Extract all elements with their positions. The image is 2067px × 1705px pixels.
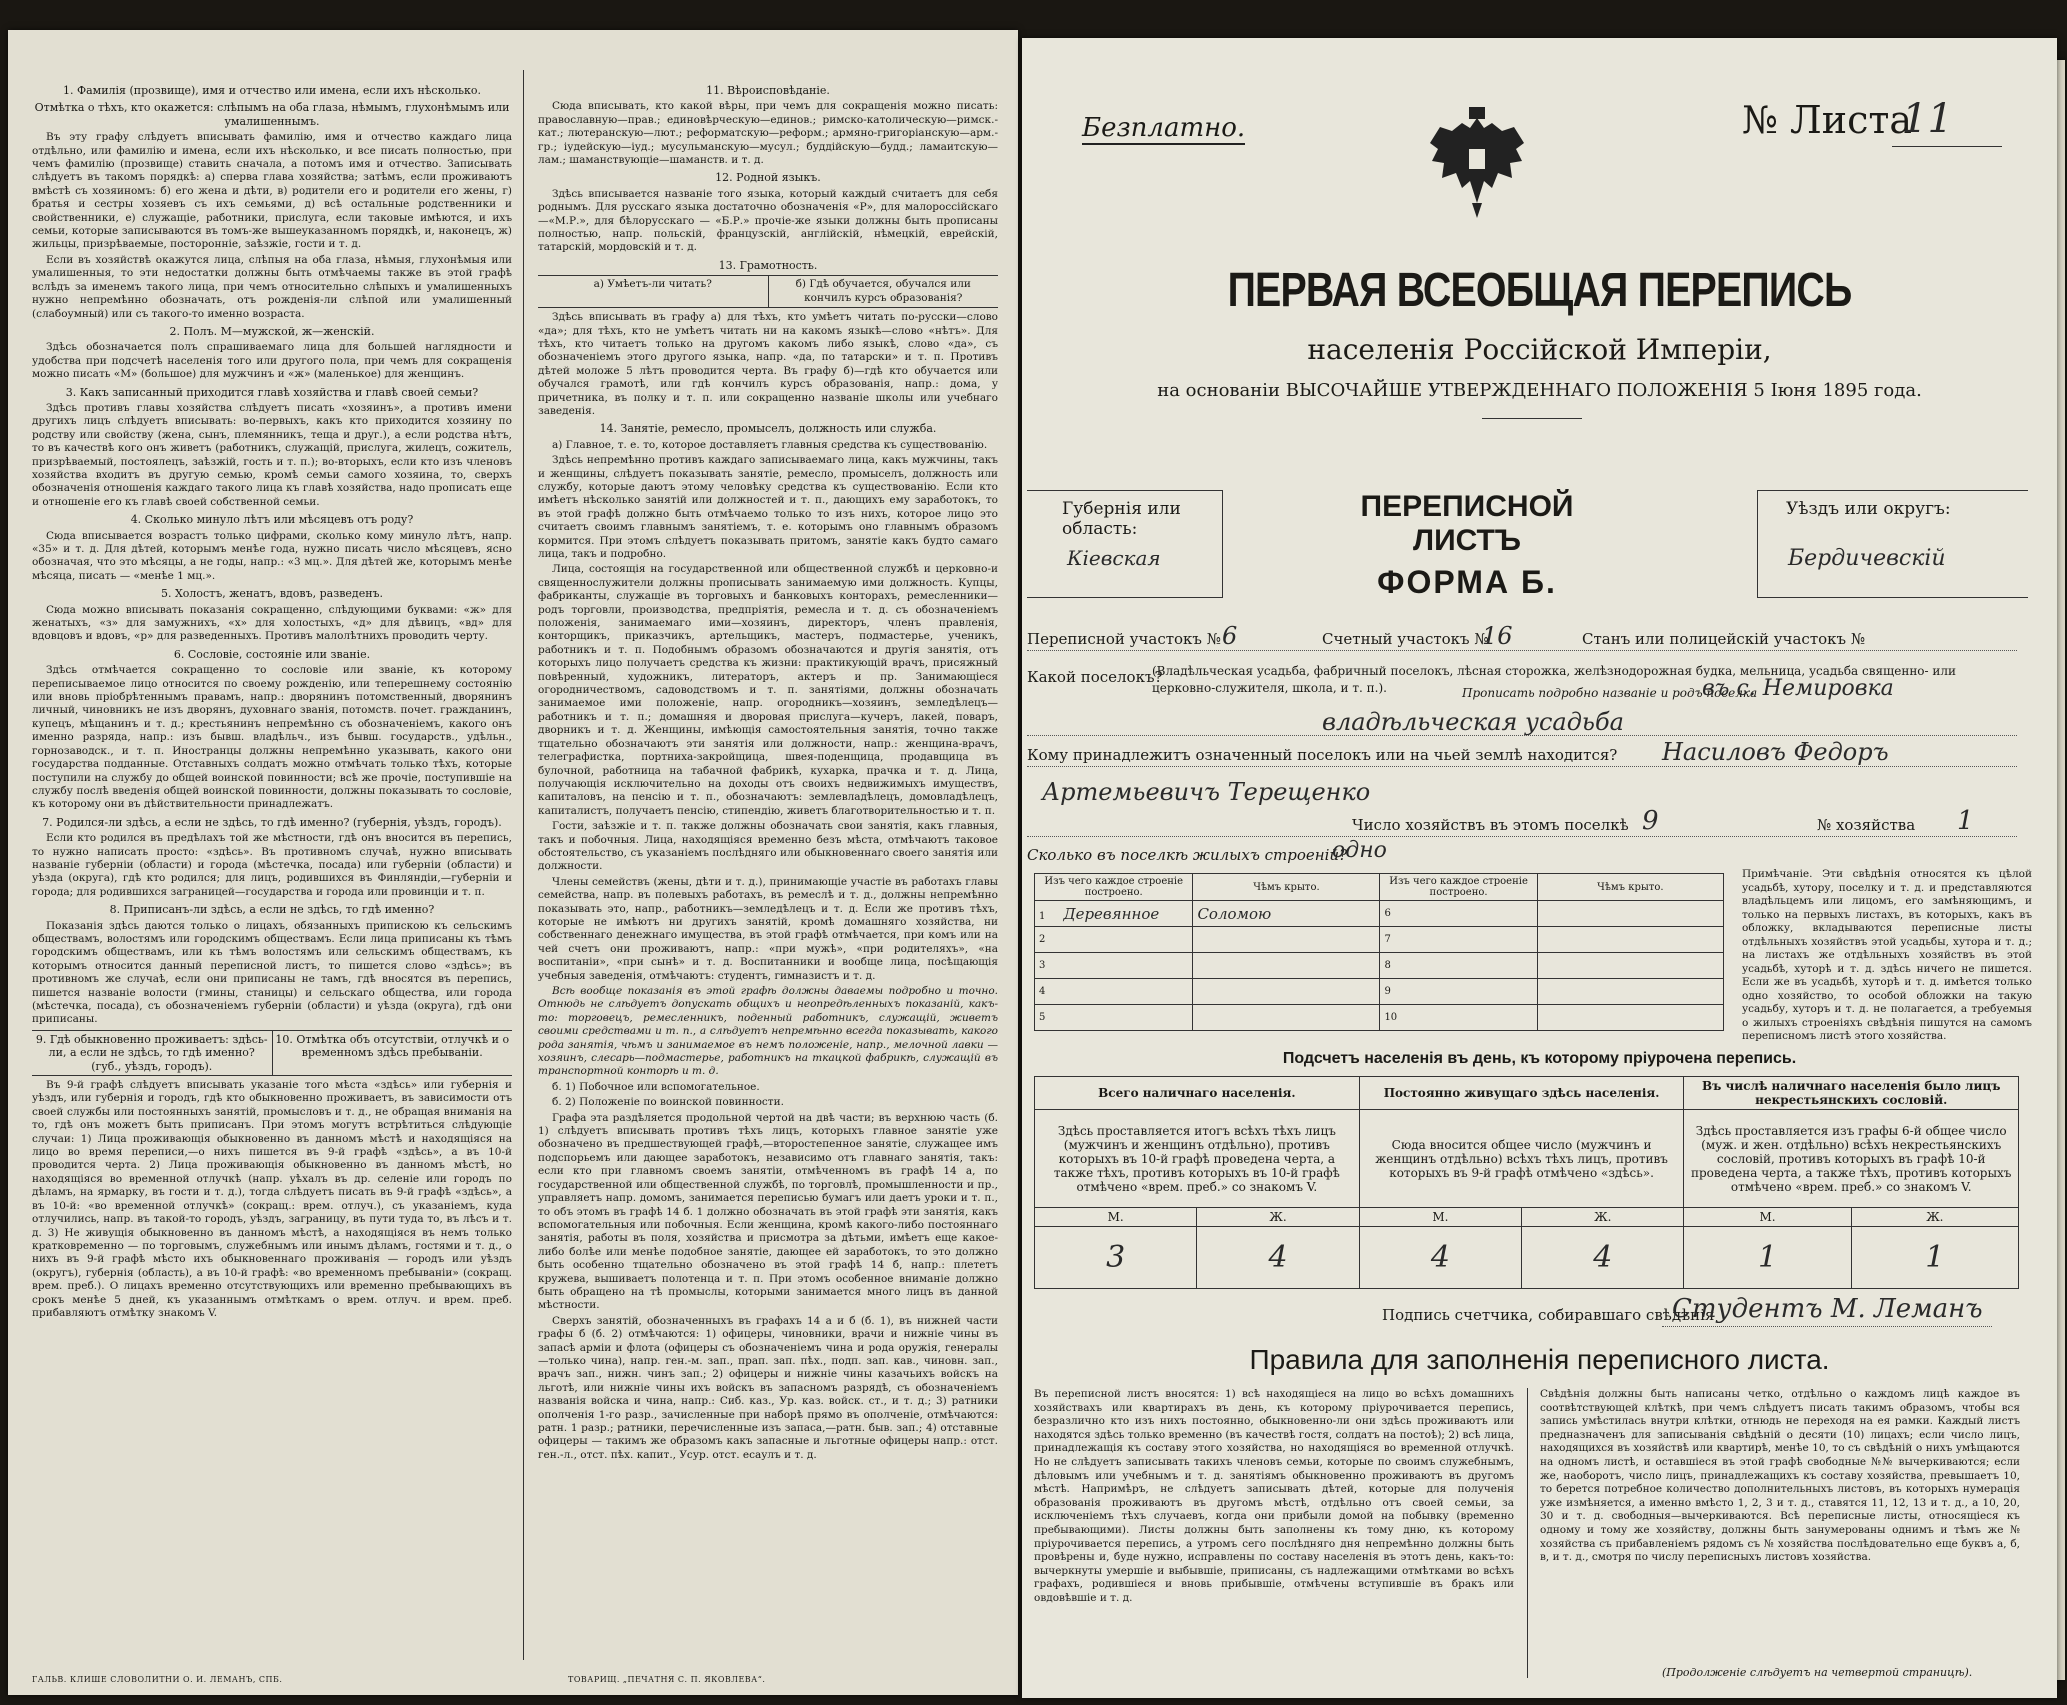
population-count-table (1034, 1076, 2019, 1289)
bt-roof-cell (1537, 1005, 1723, 1031)
owner-value-2: Артемьевичъ Терещенко (1042, 778, 1371, 806)
bt-material-cell (1035, 953, 1193, 979)
buildings-note: Примѣчаніе. Эти свѣдѣнія относятся къ цѣлой усадьбѣ, хутору, поселку и т. д. и представляются владѣльцемъ или лицомъ, его замѣняющимъ, и только на первыхъ листахъ, въ которыхъ, какъ въ обложку, вкладываются переписные листы отдѣльныхъ хозяйствъ этой усадьбы, хутора и т. д.; на листахъ же отдѣльныхъ хозяйствъ въ этой усадьбѣ, хуторѣ и т. д. здѣсь ничего не пишется. Если же въ усадьбѣ, хуторѣ и т. д. имѣется только одно хозяйство, то особой обложки на такую усадьбу, хуторъ и т. д. не полагается, а требуемыя о жилыхъ строеніяхъ свѣдѣнія пишутся на самомъ переписномъ листѣ этого хозяйства. (1742, 868, 2032, 1042)
rules-title: Правила для заполненія переписного листа. (1249, 1344, 1830, 1375)
printer-mark-left: ГАЛЬВ. КЛИШЕ СЛОВОЛИТНИ О. И. ЛЕМАНЪ, СПБ. (32, 1675, 283, 1684)
sheet-number-value: 11 (1902, 96, 1953, 142)
section-14-text-2: Лица, состоящія на государственной или общественной службѣ и церковно-и священнослужители должны прописывать занимаемую ими должность. Купцы, фабриканты, служащіе въ торговыхъ и банковыхъ конторахъ, ремесленники—родъ торговли, производства, предпріятія, ремесла и т. д. съ обозначеніемъ положенія, занимаемаго ими—хозяинъ, директоръ, членъ правленія, конторщикъ, приказчикъ, артельщикъ, мастеръ, подмастерье, ученикъ, работникъ и т. п. Подобнымъ образомъ обозначаются и другія занятія, отъ которыхъ лицо получаетъ средства къ жизни: практикующій врачъ, присяжный повѣренный, художникъ, литераторъ, актеръ и пр. Занимающіеся огородничествомъ, садоводствомъ и т. п. занятіями, должны обозначать занимаемое ими положеніе, напр. огородникъ—хозяинъ, земледѣлецъ—работникъ и т. п.; домашняя и дворовая прислуга—кучеръ, лакей, поваръ, дворникъ и т. д. Женщины, имѣющія самостоятельныя занятія, точно также тщательно обозначаютъ эти занятія или должности, напр.: женщина-врачъ, телеграфистка, портниха-закройщица, швея-поденщица, продавщица въ булочной, работница на табачной фабрикѣ, кухарка, прачка и т. д. Лица, получающія исключительно на доходы отъ своихъ недвижимыхъ имуществъ, капиталовъ, на пенсію и т. п., обозначаютъ: землевладѣлецъ, домовладѣлецъ, капиталистъ, получаетъ пенсію, стипендію, живетъ благотворительностью и т. п. (538, 563, 998, 817)
stan-label: Станъ или полицейскій участокъ № (1582, 630, 1866, 648)
buildings-table-row (1035, 901, 1724, 927)
bt-row-number: 10 (1380, 1005, 1537, 1031)
sheet-number-line (1892, 146, 2002, 147)
bt-row-number: 1 (1039, 910, 1046, 922)
section-5-text: Сюда можно вписывать показанія сокращенно, слѣдующими буквами: «ж» для женатыхъ, «з» для замужнихъ, «х» для холостыхъ, «д» для дѣвицъ, «вд» для вдовцовъ и вдовъ, «р» для разведенныхъ. Противъ малолѣтнихъ проводить черту. (32, 603, 512, 643)
gubernia-value: Кіевская (1067, 546, 1161, 570)
imperial-eagle-emblem (1422, 103, 1532, 223)
signature-label: Подпись счетчика, собиравшаго свѣдѣнія (1382, 1306, 1715, 1324)
section-9-text: Въ 9-й графѣ слѣдуетъ вписывать указаніе того мѣста «здѣсь» или губернія и уѣздъ, или губернія и городъ, гдѣ кто обыкновенно проживаетъ, въ зависимости отъ своей службы или постоянныхъ занятій, промысловъ и т. д., не обращая вниманія на то, гдѣ онъ можетъ быть приписанъ. При этомъ могутъ встрѣтиться слѣдующіе случаи: 1) Лица проживающія обыкновенно въ данномъ мѣстѣ и находящіяся на лицо во время переписи,—о нихъ пишется въ 9-й графѣ «здѣсь», а въ 10-й проводится черта. 2) Лица проживающія обыкновенно въ данномъ мѣстѣ, но находящіяся во временной отлучкѣ (напр. уѣхалъ въ др. селеніе или городъ по дѣламъ, на ярмарку, въ гости и т. д.), тогда слѣдуетъ писать въ 9-й графѣ «здѣсь», а въ 10-й: «во временной отлучкѣ» (сокращ.: врем. отлуч.), съ указаніемъ, куда отлучились, напр. въ такой-то городъ, уѣздъ, заграницу, въ пути туда то, въ лѣсъ и т. д. 3) Не живущія обыкновенно въ данномъ мѣстѣ, а находящіяся въ немъ только кратковременно — по торговымъ, служебнымъ или инымъ дѣламъ, гостями и т. д., о нихъ въ 9-й графѣ мѣсто ихъ обыкновеннаго проживанія — городъ или уѣздъ (округъ), губернія (область), а въ 10-й графѣ: «во временномъ пребываніи» (сокращ. врем. преб.). О лицахъ временно отсутствующихъ или временно пребывающихъ въ срокъ менѣе 5 дней, къ указаннымъ отмѣткамъ о врем. отлуч. и врем. преб. прибавляютъ отмѣтку знакомъ V. (32, 1079, 512, 1319)
count-desc-total: Здѣсь проставляется итогъ всѣхъ тѣхъ лицъ (мужчинъ и женщинъ отдѣльно), противъ которыхъ въ 10-й графѣ проведена черта, а также тѣхъ, противъ которыхъ въ 10-й графѣ отмѣчено «врем. преб.» со знакомъ V. (1035, 1110, 1360, 1208)
line-1 (1027, 650, 2017, 651)
instructions-column-2 (538, 80, 998, 1464)
population-count-value: 3 (1035, 1227, 1197, 1289)
bt-material-cell (1035, 1005, 1193, 1031)
uezd-box (1757, 490, 2028, 598)
population-count-value: 4 (1522, 1227, 1684, 1289)
uezd-label: Уѣздъ или округъ: (1786, 499, 1951, 519)
section-8-title: 8. Приписанъ-ли здѣсь, а если не здѣсь, то гдѣ именно? (109, 903, 435, 917)
population-count-value: 1 (1851, 1227, 2018, 1289)
perepisnoy-value: 6 (1222, 622, 1238, 650)
section-14-c: б. 2) Положеніе по воинской повинности. (552, 1096, 784, 1109)
count-header-total: Всего наличнаго населенія. (1035, 1077, 1360, 1110)
population-count-value: 4 (1197, 1227, 1359, 1289)
section-14-title: 14. Занятіе, ремесло, промыселъ, должность или служба. (599, 422, 937, 436)
count-title: Подсчетъ населенія въ день, къ которому пріурочена перепись. (1282, 1050, 1797, 1067)
poselok-hint-2: Прописать подробно названіе и родъ поселка (1462, 686, 1758, 700)
count-desc-nonpeasant: Здѣсь проставляется изъ графы 6-й общее число (муж. и жен. отдѣльно) всѣхъ некрестьянскихъ сословій, противъ которыхъ въ графѣ 10-й проведена черта, а также тѣхъ, противъ которыхъ отмѣчено «врем. преб.» со знакомъ V. (1684, 1110, 2019, 1208)
section-2-text: Здѣсь обозначается полъ спрашиваемаго лица для большей наглядности и удобства при подсчетѣ населенія того или другого пола, при чемъ для сокращенія можно писать «М» (большое) для мужчинъ и «ж» (маленькое) для женщинъ. (32, 341, 512, 381)
bt-roof-cell (1193, 953, 1380, 979)
buildings-table (1034, 873, 1724, 1031)
form-subtitle: ФОРМА Б. (1377, 564, 1557, 600)
bt-roof-cell (1193, 901, 1380, 927)
section-13-title: 13. Грамотность. (718, 258, 818, 272)
bt-roof-cell (1537, 927, 1723, 953)
section-10-title: 10. Отмѣтка объ отсутствіи, отлучкѣ и о временномъ здѣсь пребываніи. (275, 1032, 510, 1060)
main-title: ПЕРВАЯ ВСЕОБЩАЯ ПЕРЕПИСЬ (1227, 264, 1852, 317)
bt-roof-cell (1537, 901, 1723, 927)
poselok-value-2: владѣльческая усадьба (1322, 708, 1624, 736)
free-label: Безплатно. (1082, 113, 1246, 143)
poselok-label: Какой поселокъ? (1027, 668, 1163, 686)
instructions-column-1 (32, 80, 512, 1322)
female-column-header: Ж. (1851, 1208, 2018, 1227)
title-rule (1482, 418, 1582, 419)
bt-roof-value: Соломою (1197, 904, 1272, 923)
line-2 (1027, 735, 2017, 736)
bt-row-number: 2 (1039, 934, 1046, 945)
section-7-text: Если кто родился въ предѣлахъ той же мѣстности, гдѣ онъ вносится въ перепись, то нужно написать просто: «здѣсь». Въ противномъ случаѣ, нужно вписывать названіе губерніи (области) и города (мѣстечка, посада) или губерніи (области) и уѣзда (округа), гдѣ кто родился; для лицъ, родившихся въ Финляндіи,—губерніи и города; для родившихся заграницей—государства и города или провинціи и т. п. (32, 832, 512, 898)
bt-roof-cell (1537, 953, 1723, 979)
buildings-value: одно (1332, 838, 1387, 863)
gubernia-label: Губернія или область: (1062, 499, 1181, 539)
uezd-value: Бердичевскій (1788, 546, 1946, 571)
bt-row-number: 8 (1380, 953, 1537, 979)
section-2-title: 2. Полъ. М—мужской, ж—женскій. (169, 324, 375, 338)
owner-label: Кому принадлежитъ означенный поселокъ или на чьей землѣ находится? (1027, 746, 1618, 764)
rules-right-column: Свѣдѣнія должны быть написаны четко, отдѣльно о каждомъ лицѣ каждое въ соотвѣтствующей клѣткѣ, при чемъ слѣдуетъ писать такимъ образомъ, чтобы вся запись умѣстилась внутри клѣтки, отнюдь не переходя на ея рамки. Каждый листъ предназначенъ для записыванія свѣдѣній о десяти (10) лицахъ; если число лицъ, находящихся въ хозяйствѣ или квартирѣ, менѣе 10, то съ свѣдѣній о нихъ умѣщаются на одномъ листѣ, и оставшіеся въ этой графѣ свободные №№ вычеркиваются; если же, наоборотъ, число лицъ, принадлежащихъ къ составу хозяйства, превышаетъ 10, то берется потребное количество дополнительныхъ листовъ, въ которыхъ нумерація уже измѣняется, а именно вмѣсто 1, 2, 3 и т. д., ставятся 11, 12, 13 и т. д., а 10, 20, 30 и т. д. свободныя—вычеркиваются. Всѣ переписные листы, относящіеся къ одному и тому же хозяйству, должны быть занумерованы однимъ и тѣмъ же № хозяйства съ прибавленіемъ рядомъ съ № хозяйства послѣдовательно еще буквъ а, б, в, и т. д., смотря по числу переписныхъ листовъ хозяйства. (1540, 1388, 2020, 1564)
section-1-subtitle: Отмѣтка о тѣхъ, кто окажется: слѣпымъ на оба глаза, нѣмымъ, глухонѣмымъ или умалишеннымъ. (34, 101, 510, 128)
bt-row-number: 9 (1380, 979, 1537, 1005)
bt-row-number: 3 (1039, 960, 1046, 971)
household-number-value: 1 (1957, 806, 1974, 836)
section-14-text-3: Гости, заѣзжіе и т. п. также должны обозначать свои занятія, какъ главныя, такъ и побочныя. Лица, находящіяся временно безъ мѣста, отмѣчаютъ таковое обстоятельство, съ указаніемъ послѣдняго или обыкновеннаго своего занятія или должности. (538, 820, 998, 873)
bt-material-value: Деревянное (1063, 904, 1160, 923)
male-column-header: М. (1684, 1208, 1851, 1227)
poselok-value: въ с. Немировка (1702, 676, 1894, 701)
left-page-instructions (8, 30, 1018, 1695)
bt-material-cell (1035, 901, 1193, 927)
section-9-10-header (32, 1030, 512, 1076)
section-6-text: Здѣсь отмѣчается сокращенно то сословіе или званіе, къ которому переписываемое лицо относится по своему рожденію, или теперешнему состоянію или вновь пріобрѣтеннымъ правамъ, напр.: дворянинъ потомственный, дворянинъ личный, чиновникъ не изъ дворянъ, духовнаго званія, потомств. почет. гражданинъ, купецъ, мѣщанинъ и т. д.; крестьянинъ непремѣнно съ обозначеніемъ, какого онъ именно разряда, напр.: изъ бывш. владѣльч., изъ бывш. государств., удѣльн., горнозаводск., и т. п. Иностранцы должны непремѣнно указывать, какого они государства подданные. Отставныхъ солдатъ можно отмѣчать только тѣхъ, которые поступили на службу до общей воинской повинности; всѣ же прочіе, поступившіе на службу послѣ введенія общей воинской повинности, должны показывать то сословіе, къ которому они въ дѣйствительности принадлежатъ. (32, 664, 512, 811)
legal-basis: на основаніи ВЫСОЧАЙШЕ УТВЕРЖДЕННАГО ПОЛОЖЕНІЯ 5 Іюня 1895 года. (1157, 380, 1922, 401)
count-header-permanent: Постоянно живущаго здѣсь населенія. (1359, 1077, 1684, 1110)
buildings-label: Сколько въ поселкѣ жилыхъ строеній? (1027, 846, 1348, 864)
section-1-title: 1. Фамилія (прозвище), имя и отчество или имена, если ихъ нѣсколько. (62, 84, 482, 97)
continued-note: (Продолженіе слѣдуетъ на четвертой страницѣ). (1662, 1666, 1973, 1679)
schetny-label: Счетный участокъ № (1322, 630, 1489, 648)
bt-material-cell (1035, 979, 1193, 1005)
section-5-title: 5. Холостъ, женатъ, вдовъ, разведенъ. (160, 587, 384, 601)
form-title-box (1307, 490, 1627, 601)
section-6-title: 6. Сословіе, состояніе или званіе. (173, 647, 371, 661)
bt-roof-cell (1193, 979, 1380, 1005)
households-label: Число хозяйствъ въ этомъ поселкѣ (1352, 816, 1629, 834)
female-column-header: Ж. (1522, 1208, 1684, 1227)
section-14-b: б. 1) Побочное или вспомогательное. (552, 1080, 760, 1093)
signature-value: Студентъ М. Леманъ (1672, 1294, 1983, 1324)
section-14-text-4: Члены семействъ (жены, дѣти и т. д.), принимающіе участіе въ работахъ главы семейства, напр. въ полевыхъ работахъ, въ ремеслѣ и т. д., должны непремѣнно показывать это, напр., работникъ—земледѣлецъ и т. д. Если же противъ тѣхъ, которые не имѣютъ ни другихъ занятій, кромѣ домашняго хозяйства, ни собственнаго денежнаго имущества, въ этой графѣ отмѣчается, при комъ или на чей счетъ они проживаютъ, напр.: «при мужѣ», «при родителяхъ», «на воспитаніи», «при сынѣ» и т. д. Воспитанники и вообще лица, посѣщающія учебныя заведенія, отмѣчаютъ: студентъ, гимназистъ и т. д. (538, 875, 998, 982)
schetny-value: 16 (1482, 622, 1513, 650)
section-3-title: 3. Какъ записанный приходится главѣ хозяйства и главѣ своей семьи? (65, 385, 479, 399)
rules-divider (1527, 1388, 1528, 1678)
count-header-nonpeasant: Въ числѣ наличнаго населенія было лицъ некрестьянскихъ сословій. (1684, 1077, 2019, 1110)
buildings-table-row (1035, 1005, 1724, 1031)
bt-header-material-right: Изъ чего каждое строеніе построено. (1380, 874, 1537, 901)
section-12-title: 12. Родной языкъ. (715, 171, 821, 185)
section-1-text: Въ эту графу слѣдуетъ вписывать фамилію, имя и отчество каждаго лица отдѣльно, или фамилію и имена, если ихъ нѣсколько, и все писать полностью, при чемъ фамилію (прозвище) ставить сначала, а потомъ имя и отчество. Записывать слѣдуетъ въ такомъ порядкѣ: а) сперва глава хозяйства; затѣмъ, если проживаютъ вмѣстѣ съ хозяиномъ: б) его жена и дѣти, в) родители его и родители его жены, г) братья и сестры хозяевъ съ ихъ семьями, д) всѣ остальные родственники и свойственники, е) служащіе, работники, прислуга, если таковые имѣются, и ихъ семьи, которые записываются въ томъ-же вышеуказанномъ порядкѣ, и, наконецъ, ж) жильцы, призрѣваемые, посторонніе, заѣзжіе, гости и т. д. (32, 131, 512, 251)
count-desc-permanent: Сюда вносится общее число (мужчинъ и женщинъ отдѣльно) всѣхъ тѣхъ лицъ, противъ которыхъ въ 9-й графѣ отмѣчено «здѣсь». (1359, 1110, 1684, 1208)
line-4 (1027, 836, 2017, 837)
perepisnoy-label: Переписной участокъ № (1027, 630, 1221, 648)
bt-row-number: 6 (1380, 901, 1537, 927)
household-number-label: № хозяйства (1817, 816, 1916, 834)
section-11-text: Сюда вписывать, кто какой вѣры, при чемъ для сокращенія можно писать: православную—прав.; единовѣрческую—единов.; римско-католическую—римск.-кат.; лютеранскую—лют.; реформатскую—реформ.; армяно-григоріанскую—арм.-гр.; іудейскую—іуд.; мусульманскую—мусул.; буддійскую—будд.; ламаитскую—лам.; шаманствующіе—шаманств. и т. д. (538, 100, 998, 167)
bt-roof-cell (1537, 979, 1723, 1005)
population-count-value: 1 (1684, 1227, 1851, 1289)
male-column-header: М. (1035, 1208, 1197, 1227)
population-count-value: 4 (1359, 1227, 1521, 1289)
section-8-text: Показанія здѣсь даются только о лицахъ, обязанныхъ припискою къ сельскимъ обществамъ, волостямъ или городскимъ обществамъ. Если лица приписаны къ тѣмъ городскимъ обществамъ, или къ тѣмъ волостямъ или сельскимъ обществамъ, къ которымъ относится данный переписной листъ, то пишется слово «здѣсь»; въ противномъ же случаѣ, если они приписаны не тамъ, гдѣ вносятся въ перепись, пишется названіе волости (гмины, станицы) и сельскаго общества, или города (мѣстечка, посада), съ обозначеніемъ губерніи (области) и уѣзда (округа), гдѣ они приписаны. (32, 919, 512, 1026)
census-form-page (1022, 38, 2057, 1698)
buildings-table-row (1035, 927, 1724, 953)
section-9-title: 9. Гдѣ обыкновенно проживаетъ: здѣсь-ли, а если не здѣсь, то гдѣ именно? (губ., уѣздъ, городъ). (32, 1031, 273, 1075)
section-13-text: Здѣсь вписывать въ графу а) для тѣхъ, кто умѣетъ читать по-русски—слово «да»; для тѣхъ, кто не умѣетъ читать ни на какомъ языкѣ—слово «нѣтъ». Для тѣхъ, кто читаетъ только на другомъ какомъ либо языкѣ, слово «да», съ обозначеніемъ этого другого языка, напр. «да, по татарски» и т. п. Противъ дѣтей моложе 5 лѣтъ проводится черта. Въ графу б)—гдѣ кто обучается или обучался грамотѣ, или гдѣ кончилъ курсъ образованія, напр.: дома, у причетника, въ полку и т. п. или сокращенно названіе школы или учебнаго заведенія. (538, 311, 998, 417)
section-1-text-2: Если въ хозяйствѣ окажутся лица, слѣпыя на оба глаза, нѣмыя, глухонѣмыя или умалишенныя, то эти недостатки должны быть отмѣчаемы также въ этой графѣ вслѣдъ за именемъ такого лица, при чемъ относительно слѣпыхъ и умалишенныхъ нужно непремѣнно обозначать, отъ рожденія-ли слѣпой или умалишенный (слабоумный) или съ такого-то именно возраста. (32, 253, 512, 320)
bt-header-material-left: Изъ чего каждое строеніе построено. (1035, 874, 1193, 901)
female-column-header: Ж. (1197, 1208, 1359, 1227)
section-14-text-5: Всѣ вообще показанія въ этой графѣ должны даваемы подробно и точно. Отнюдь не слѣдуетъ допускать общихъ и неопредѣленныхъ показаній, какъ-то: торговецъ, ремесленникъ, поденный работникъ, служащій, живетъ своими средствами и т. п., а слѣдуетъ непремѣнно всегда показывать, какого рода занятія, чѣмъ и занимаемое въ немъ положеніе, напр., мелочной лавки — хозяинъ, слесарь—подмастерье, работникъ на ткацкой фабрикѣ, служащій въ транспортной конторѣ и т. д. (538, 985, 998, 1078)
households-value: 9 (1642, 806, 1659, 836)
bt-row-number: 7 (1380, 927, 1537, 953)
section-11-title: 11. Вѣроисповѣданіе. (706, 84, 830, 97)
sheet-number-label: № Листа (1742, 98, 1913, 142)
gubernia-box (1027, 490, 1223, 598)
male-column-header: М. (1359, 1208, 1521, 1227)
rules-left-column: Въ переписной листъ вносятся: 1) всѣ находящіеся на лицо во всѣхъ домашнихъ хозяйствахъ или квартирахъ въ день, къ которому пріурочивается перепись, безразлично кто изъ нихъ постоянно, обыкновенно-ли они здѣсь проживаютъ или находятся здѣсь только временно (въ качествѣ гостя, солдатъ на постоѣ); 2) всѣ лица, принадлежащія къ составу этого хозяйства, но находящіяся во временной отлучкѣ. Но не слѣдуетъ записывать такихъ членовъ семьи, которые по своимъ служебнымъ, дѣловымъ или учебнымъ и т. д. занятіямъ обыкновенно проживаютъ въ другомъ мѣстѣ. Напримѣръ, не слѣдуетъ записывать дѣтей, которые для полученія образованія проживаютъ въ другомъ мѣстѣ, отдѣльно отъ своей семьи, за исключеніемъ тѣхъ случаевъ, когда они прибыли домой на побывку (временно пребывающими). Листы должны быть заполнены къ тому дню, къ которому пріурочивается перепись, а утромъ сего послѣдняго дня непремѣнно должны быть провѣрены и, буде нужно, исправлены по составу населенія въ этотъ день, какъ-то: вычеркнуты умершіе и выбывшіе, приписаны, съ надлежащими отмѣтками во всѣхъ графахъ, родившіеся и вновь прибывшіе, отмѣчены вступившіе въ бракъ или овдовѣвшіе и т. д. (1034, 1388, 1514, 1604)
main-subtitle: населенія Россійской Имперіи, (1307, 333, 1772, 366)
header-block (1027, 490, 2027, 600)
section-14-text: Здѣсь непремѣнно противъ каждаго записываемаго лица, какъ мужчины, такъ и женщины, слѣдуетъ показывать занятіе, ремесло, промыселъ, должность или службу, которые даютъ этому человѣку средства къ существованію. Если кто имѣетъ нѣсколько занятій или должностей и т. п., дающихъ ему заработокъ, то въ этой графѣ должно быть отмѣчаемо только то изъ нихъ, которое лицо это считаетъ своимъ главнымъ занятіемъ, т. е. которымъ оно главнымъ образомъ кормится. При этомъ слѣдуетъ показывать притомъ, занятіе какъ будто самаго лица, такъ и подробно. (538, 454, 998, 560)
bt-material-cell (1035, 927, 1193, 953)
printer-mark-right: ТОВАРИЩ. „ПЕЧАТНЯ С. П. ЯКОВЛЕВА“. (568, 1675, 766, 1684)
bt-row-number: 5 (1039, 1012, 1046, 1023)
line-3 (1027, 766, 2017, 767)
signature-line (1662, 1326, 1992, 1327)
poselok-hint: (Владѣльческая усадьба, фабричный поселокъ, лѣсная сторожка, желѣзнодорожная будка, мельница, усадьба священно- или церковно-служителя, школа, и т. п.). (1152, 664, 1957, 695)
section-13-b: б) Гдѣ обучается, обучался или кончилъ курсъ образованія? (795, 278, 971, 304)
column-divider (523, 70, 524, 1660)
buildings-table-row (1035, 953, 1724, 979)
section-7-title: 7. Родился-ли здѣсь, а если не здѣсь, то гдѣ именно? (губернія, уѣздъ, городъ). (42, 815, 502, 829)
bt-header-roof-left: Чѣмъ крыто. (1193, 874, 1380, 901)
section-14-a: а) Главное, т. е. то, которое доставляетъ главныя средства къ существованію. (552, 438, 988, 451)
section-3-text: Здѣсь противъ главы хозяйства слѣдуетъ писать «хозяинъ», а противъ имени другихъ лицъ слѣдуетъ вписывать: во-первыхъ, какъ кто приходится хозяину по родству или свойству (жена, сынъ, племянникъ, теща и друг.), а если родства нѣтъ, то въ качествѣ кого онъ живетъ (работникъ, служащій, прислуга, жилецъ, сожитель, призрѣваемый, постоялецъ, заѣзжій, гость и т. п.); во-вторыхъ, если кто изъ членовъ хозяйства входитъ въ другую семью, кромѣ семьи самого хозяина, то, сверхъ обозначенія отношенія каждаго такого лица къ главѣ хозяйства, надо прописать еще и отношеніе его къ главѣ своей собственной семьи. (32, 401, 512, 508)
owner-value: Насиловъ Федоръ (1662, 738, 1889, 766)
section-14-text-6: Графа эта раздѣляется продольной чертой на двѣ части; въ верхнюю часть (б. 1) слѣдуетъ вписывать противъ тѣхъ лицъ, которыхъ главное занятіе уже обозначено въ предшествующей графѣ,—второстепенное занятіе, служащее имъ подспорьемъ или дающее заработокъ, независимо отъ главнаго занятія, такъ: если кто при главномъ своемъ занятіи, отмѣченномъ въ графѣ 14 а, по государственной или общественной службѣ, по торговлѣ, промышленности и пр., управляетъ напр. домомъ, занимается переписью бумагъ или даетъ уроки и т. п., то объ этомъ въ графѣ 14 б. 1 должно обозначать въ этой графѣ эти занятія, какъ вспомогательныя или побочныя. Если женщина, кромѣ какого-либо постояннаго занятія, работы въ поля, хозяйства и присмотра за дѣтьми, имѣетъ еще какое-либо болѣе или менѣе подобное занятіе, дающее ей заработокъ, то это должно быть особенно тщательно обозначено въ этой графѣ 14 б, напр.: плететъ кружева, вышиваетъ полотенца и т. п. При этомъ особенное вниманіе должно быть обращено на тѣ промыслы, которыми занимается много лицъ въ данной мѣстности. (538, 1111, 998, 1312)
section-4-title: 4. Сколько минуло лѣтъ или мѣсяцевъ отъ роду? (130, 513, 414, 527)
bt-roof-cell (1193, 1005, 1380, 1031)
form-title: ПЕРЕПИСНОЙ ЛИСТЪ (1360, 490, 1574, 557)
section-4-text: Сюда вписывается возрастъ только цифрами, сколько кому минуло лѣтъ, напр. «35» и т. д. Для дѣтей, которымъ менѣе года, нужно писать число мѣсяцевъ, ясно обозначая, что это мѣсяцы, а не годы, напр.: «3 мц.». Для дѣтей же, которымъ менѣе мѣсяца, писать — «менѣе 1 мц.». (32, 529, 512, 582)
bt-header-roof-right: Чѣмъ крыто. (1537, 874, 1723, 901)
section-13-header (538, 275, 998, 308)
bt-row-number: 4 (1039, 986, 1046, 997)
section-12-text: Здѣсь вписывается названіе того языка, который каждый считаетъ для себя роднымъ. Для русскаго языка достаточно обозначенія «Р», для малороссійскаго—«М.Р.», для бѣлорусскаго — «Б.Р.» прочіе-же языки должны быть прописаны полностью, напр. польскій, французскій, англійскій, нѣмецкій, еврейскій, татарскій, мордовскій и т. д. (538, 187, 998, 254)
buildings-table-row (1035, 979, 1724, 1005)
bt-roof-cell (1193, 927, 1380, 953)
section-13-a: а) Умѣетъ-ли читать? (538, 276, 769, 307)
section-14-text-7: Сверхъ занятій, обозначенныхъ въ графахъ 14 а и б (б. 1), въ нижней части графы б (б. 2) отмѣчаются: 1) офицеры, чиновники, врачи и нижніе чины въ запасѣ арміи и флота (офицеры съ обозначеніемъ чина и рода оружія, генералы—только чина), напр. ген.-м. зап., прап. зап. пѣх., подп. зап. кав., чиновн. зап., врачъ зап., нижн. чинъ зап.; 2) офицеры и нижніе чины казачьихъ войскъ на льготѣ, или нижніе чины ихъ войскъ въ запасномъ разрядѣ, съ обозначеніемъ названія войска и чина, напр.: Сиб. каз., Ур. каз. войск. ст., и т. д.; 3) ратники ополченія 1-го разр., зачисленные при наборѣ прямо въ ополченіе, отмѣчаются: ратн. 1 разр.; ратники, перечисленные изъ запаса,—ратн. быв. зап.; 4) отставные офицеры — такимъ же образомъ какъ запасные и льготные офицеры напр.: отст. ген.-л., отст. пѣх. капит., Усур. отст. есаулъ и т. д. (538, 1314, 998, 1461)
